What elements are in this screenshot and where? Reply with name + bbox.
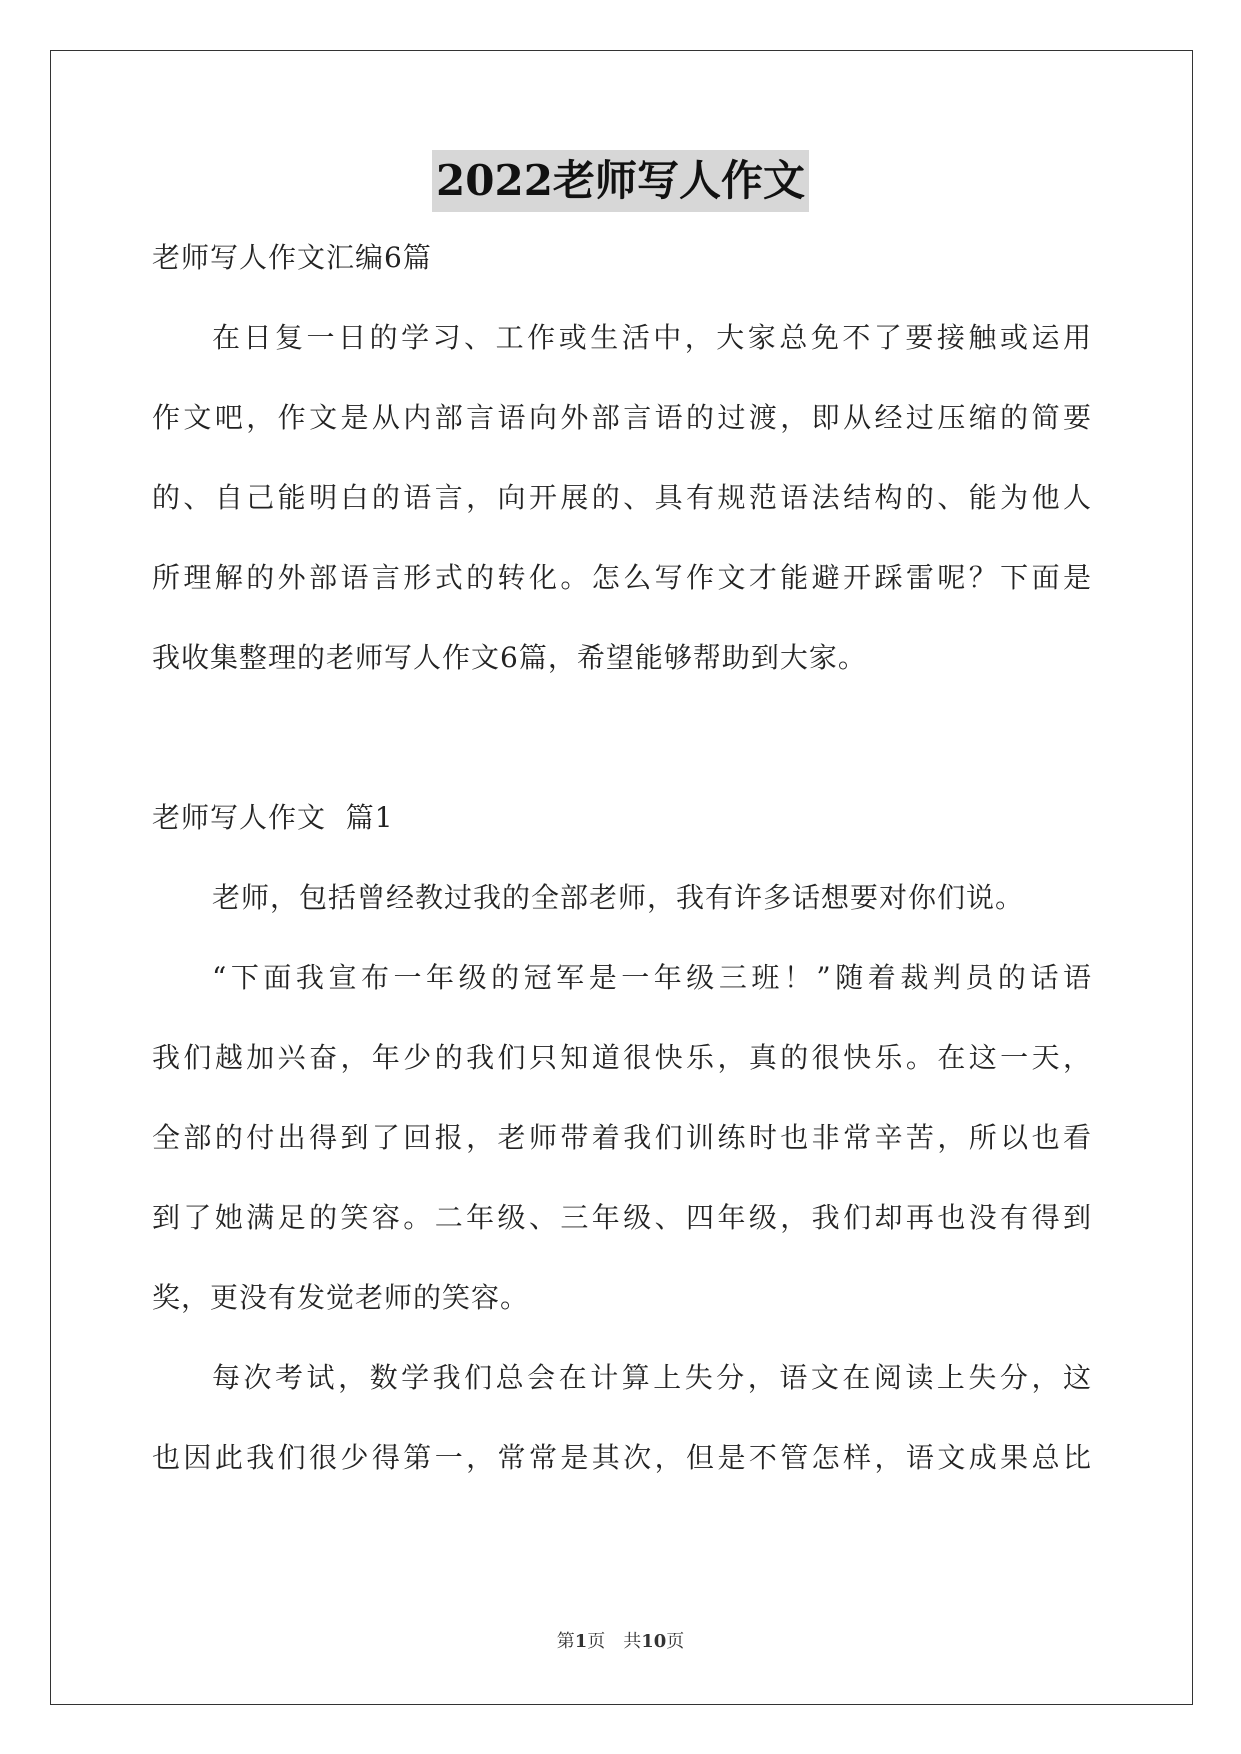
footer-total-prefix: 共 (623, 1631, 642, 1652)
page-footer (0, 1630, 1241, 1654)
intro-line-4: 所理解的外部语言形式的转化。怎么写作文才能避开踩雷呢？下面是 (152, 561, 1092, 594)
section1-line-5: 到了她满足的笑容。二年级、三年级、四年级，我们却再也没有得到 (152, 1201, 1092, 1234)
document-subtitle: 老师写人作文汇编6篇 (152, 241, 432, 274)
footer-page-mid: 页 (587, 1631, 606, 1652)
section1-line-3: 我们越加兴奋，年少的我们只知道很快乐，真的很快乐。在这一天， (152, 1041, 1092, 1074)
title-container (0, 150, 1241, 212)
document-title: 2022老师写人作文 (432, 150, 809, 212)
section1-line-2: “下面我宣布一年级的冠军是一年级三班！”随着裁判员的话语 (212, 961, 1092, 994)
section1-line-7: 每次考试，数学我们总会在计算上失分，语文在阅读上失分，这 (212, 1361, 1092, 1394)
intro-line-5: 我收集整理的老师写人作文6篇，希望能够帮助到大家。 (152, 641, 867, 674)
intro-line-2: 作文吧，作文是从内部言语向外部言语的过渡，即从经过压缩的简要 (152, 401, 1092, 434)
intro-line-1: 在日复一日的学习、工作或生活中，大家总免不了要接触或运用 (212, 321, 1092, 354)
section1-line-4: 全部的付出得到了回报，老师带着我们训练时也非常辛苦，所以也看 (152, 1121, 1092, 1154)
section1-line-8: 也因此我们很少得第一，常常是其次，但是不管怎样，语文成果总比 (152, 1441, 1092, 1474)
intro-line-3: 的、自己能明白的语言，向开展的、具有规范语法结构的、能为他人 (152, 481, 1092, 514)
footer-page-current: 1 (574, 1631, 588, 1652)
footer-total-suffix: 页 (666, 1631, 685, 1652)
section-heading: 老师写人作文 篇1 (152, 801, 394, 834)
footer-page-prefix: 第 (556, 1631, 575, 1652)
section1-line-1: 老师，包括曾经教过我的全部老师，我有许多话想要对你们说。 (212, 881, 1025, 914)
footer-page-total: 10 (641, 1631, 667, 1652)
section1-line-6: 奖，更没有发觉老师的笑容。 (152, 1281, 530, 1314)
